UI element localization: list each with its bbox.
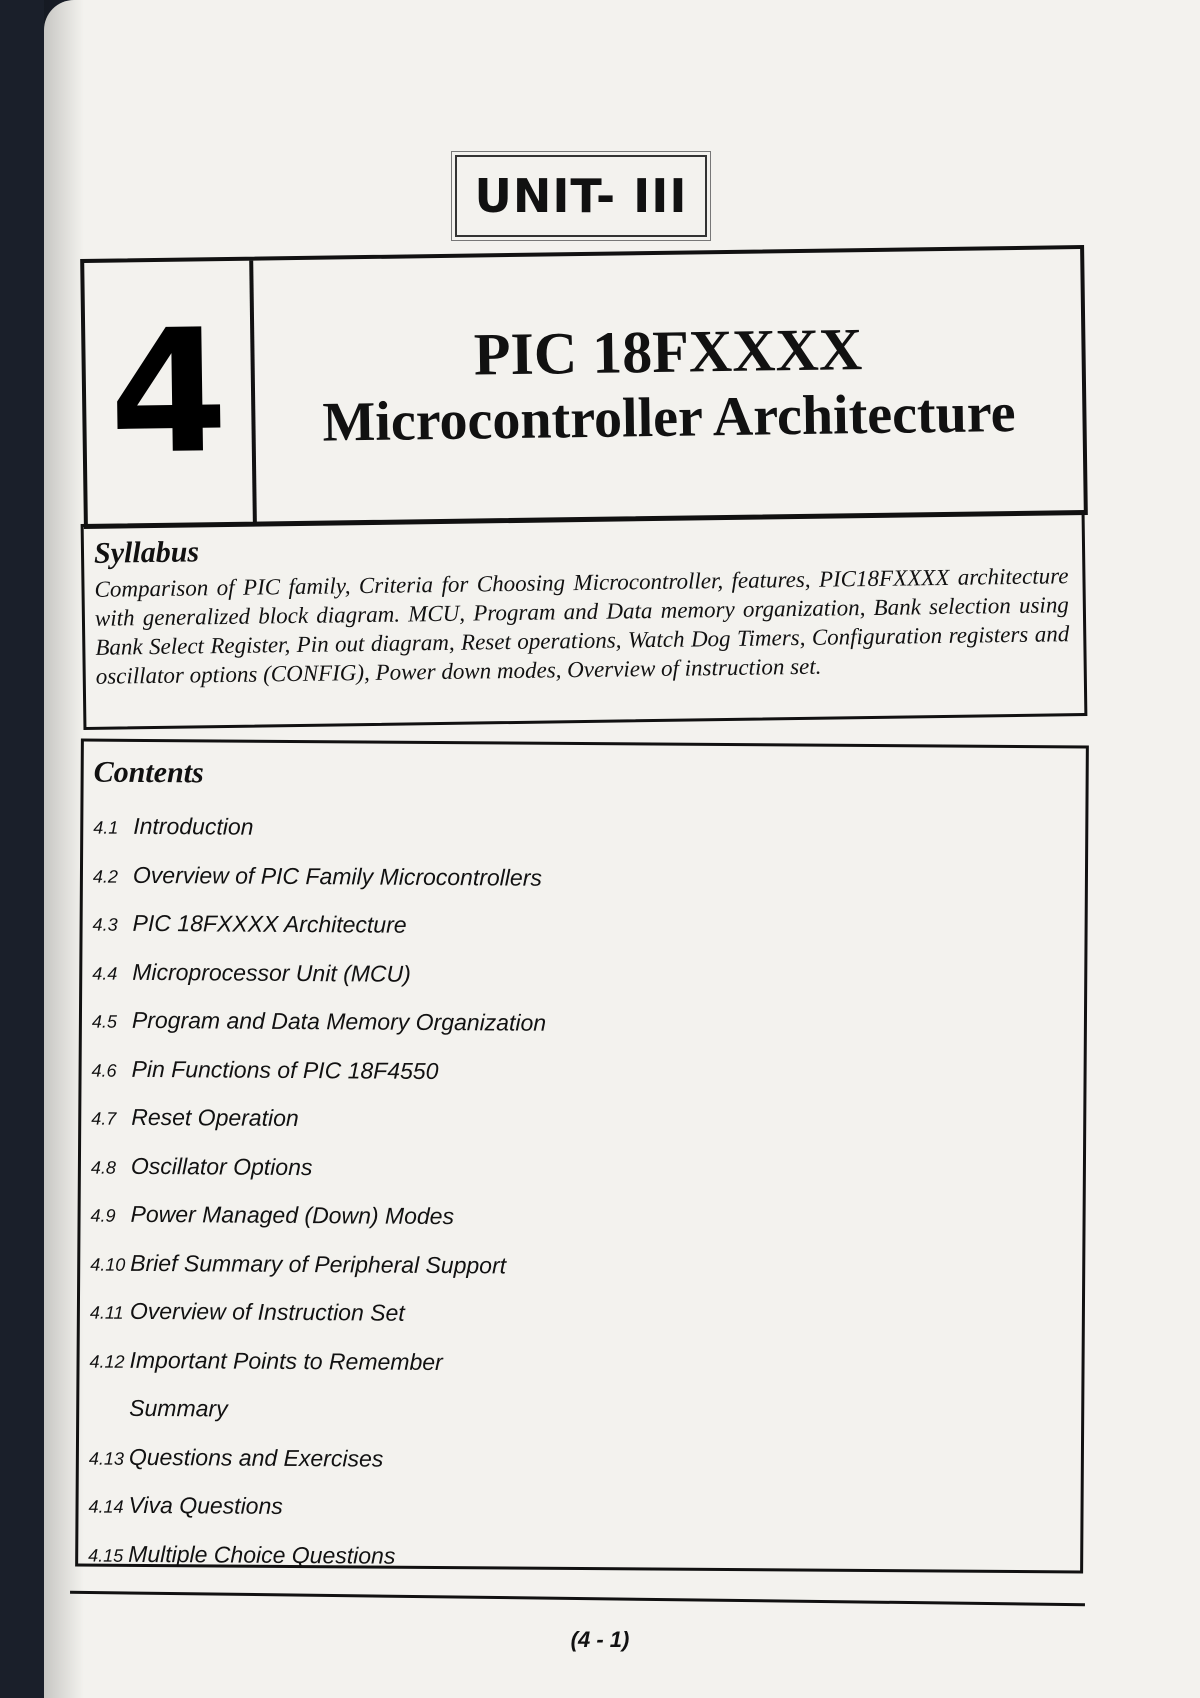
- contents-item-label: Brief Summary of Peripheral Support: [130, 1249, 507, 1278]
- contents-item-label: Overview of PIC Family Microcontrollers: [132, 861, 543, 891]
- unit-label-box: [455, 155, 707, 237]
- contents-item: [88, 1529, 1070, 1584]
- contents-item: [90, 1287, 1072, 1342]
- contents-item: [91, 1044, 1073, 1099]
- contents-item: [93, 850, 1075, 905]
- contents-item-label: Introduction: [133, 812, 254, 840]
- contents-item-label: Questions and Exercises: [128, 1443, 384, 1472]
- contents-item: [92, 947, 1074, 1002]
- contents-item: [92, 899, 1074, 954]
- contents-item: [90, 1190, 1072, 1245]
- contents-item-number: 4.7: [91, 1108, 117, 1129]
- contents-item: [92, 996, 1074, 1051]
- contents-item: [89, 1335, 1071, 1390]
- contents-item-label: Important Points to Remember: [129, 1346, 443, 1375]
- contents-item-label: Power Managed (Down) Modes: [130, 1200, 455, 1230]
- page-number: (4 - 1): [570, 1627, 630, 1652]
- contents-list: [88, 802, 1075, 1585]
- chapter-title-line2: Microcontroller Architecture: [322, 382, 1016, 455]
- chapter-number: 4: [108, 292, 230, 493]
- contents-item-label: Overview of Instruction Set: [129, 1297, 405, 1326]
- contents-item-label: Multiple Choice Questions: [128, 1540, 396, 1569]
- contents-item-number: 4.12: [89, 1351, 125, 1372]
- syllabus-text: Comparison of PIC family, Criteria for Choosing Microcontroller, features, PIC18FXXXX architecture with generalized block diagram. MCU, Program and Data memory organization, Bank selection using Bank Select Register, Pin out diagram, Reset operations, Watch Dog Timers, Configuration registers and oscillator options (CONFIG), Power down modes, Overview of instruction set.: [94, 563, 1070, 689]
- contents-item-number: 4.5: [91, 1011, 118, 1032]
- contents-heading: Contents: [93, 755, 204, 790]
- contents-item-number: 4.6: [91, 1060, 117, 1081]
- contents-item-label: Pin Functions of PIC 18F4550: [131, 1055, 439, 1084]
- contents-item-label: PIC 18FXXXX Architecture: [132, 909, 407, 938]
- contents-item-label: Summary: [129, 1394, 228, 1422]
- contents-item-number: 4.4: [92, 963, 118, 984]
- contents-item-label: Reset Operation: [131, 1103, 299, 1132]
- contents-item: [91, 1093, 1073, 1148]
- contents-item-number: 4.10: [90, 1254, 126, 1275]
- contents-item-number: 4.9: [90, 1205, 116, 1226]
- contents-box: [75, 738, 1089, 1573]
- contents-item: [93, 802, 1075, 857]
- syllabus-box: [81, 510, 1088, 730]
- chapter-header: [80, 245, 1088, 529]
- contents-item: [89, 1384, 1071, 1439]
- contents-item-label: Oscillator Options: [130, 1152, 313, 1180]
- contents-item-number: 4.13: [88, 1448, 124, 1469]
- contents-item: [90, 1238, 1072, 1293]
- contents-item-label: Program and Data Memory Organization: [131, 1006, 547, 1036]
- contents-item-number: 4.2: [92, 866, 119, 887]
- syllabus-heading: Syllabus: [93, 535, 200, 570]
- contents-item-number: 4.1: [93, 817, 119, 838]
- contents-item: [91, 1141, 1073, 1196]
- contents-item-number: 4.14: [88, 1496, 124, 1517]
- chapter-title-line1: PIC 18FXXXX: [473, 316, 863, 388]
- unit-label: UNIT- III: [474, 169, 688, 223]
- contents-item-number: 4.3: [92, 914, 118, 935]
- contents-item: [89, 1432, 1071, 1487]
- contents-item-label: Microprocessor Unit (MCU): [132, 958, 411, 987]
- contents-item-label: Viva Questions: [128, 1491, 283, 1519]
- contents-item: [88, 1481, 1070, 1536]
- contents-item-number: 4.15: [88, 1545, 124, 1566]
- chapter-title-cell: [253, 249, 1084, 523]
- chapter-number-cell: [84, 261, 257, 525]
- contents-item-number: 4.8: [90, 1157, 117, 1178]
- contents-item-number: 4.11: [89, 1302, 124, 1323]
